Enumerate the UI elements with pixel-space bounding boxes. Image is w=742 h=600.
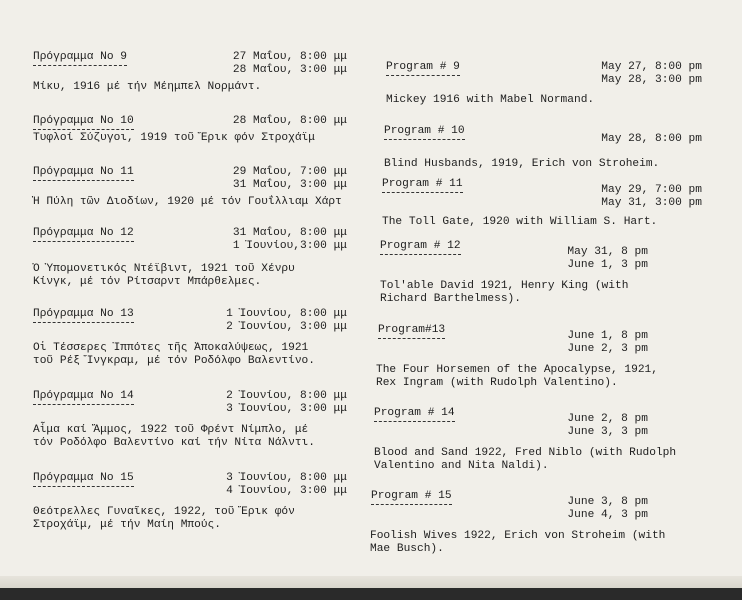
program-dates: June 3, 8 pm June 4, 3 pm <box>567 496 648 521</box>
english-program-15 <box>370 490 710 556</box>
program-description: Foolish Wives 1922, Erich von Stroheim (with Mae Busch). <box>370 530 666 555</box>
english-program-9 <box>370 61 710 107</box>
greek-program-11 <box>33 166 355 209</box>
program-label: Πρόγραμμα Νο 12 <box>33 227 134 242</box>
program-dates: June 1, 8 pm June 2, 3 pm <box>567 330 648 355</box>
program-label: Πρόγραμμα Νο 10 <box>33 115 134 130</box>
program-dates: May 31, 8 pm June 1, 3 pm <box>567 246 648 271</box>
program-dates: 2 Ἰουνίου, 8:00 μμ 3 Ἰουνίου, 3:00 μμ <box>226 390 347 415</box>
program-dates: June 2, 8 pm June 3, 3 pm <box>567 413 648 438</box>
program-description: The Four Horsemen of the Apocalypse, 1921, Rex Ingram (with Rudolph Valentino). <box>376 364 658 389</box>
english-program-12 <box>370 240 710 306</box>
program-description: The Toll Gate, 1920 with William S. Hart. <box>382 216 658 228</box>
program-dates: 28 Μαΐου, 8:00 μμ <box>232 115 347 127</box>
program-description: Ἡ Πύλη τῶν Διοδίων, 1920 μέ τόν Γουΐλλιαμ Χάρτ <box>33 196 342 208</box>
english-program-13 <box>370 324 710 390</box>
program-label: Program # 10 <box>384 125 465 140</box>
program-dates: 31 Μαΐου, 8:00 μμ 1 Ἰουνίου,3:00 μμ <box>232 227 347 252</box>
program-label: Program # 15 <box>371 490 452 505</box>
greek-program-13 <box>33 308 355 368</box>
program-label: Πρόγραμμα Νο 9 <box>33 51 127 66</box>
english-program-11 <box>370 178 710 229</box>
program-description: Mickey 1916 with Mabel Normand. <box>386 94 595 106</box>
program-dates: May 27, 8:00 pm May 28, 3:00 pm <box>601 61 702 86</box>
program-label: Πρόγραμμα Νο 11 <box>33 166 134 181</box>
program-description: Μίκυ, 1916 μέ τήν Μέημπελ Νορμάντ. <box>33 81 262 93</box>
program-description: Blind Husbands, 1919, Erich von Stroheim. <box>384 158 660 170</box>
program-dates: 3 Ἰουνίου, 8:00 μμ 4 Ἰουνίου, 3:00 μμ <box>226 472 347 497</box>
program-label: Πρόγραμμα Νο 14 <box>33 390 134 405</box>
program-dates: 29 Μαΐου, 7:00 μμ 31 Μαΐου, 3:00 μμ <box>232 166 347 191</box>
program-description: Θεότρελλες Γυναῖκες, 1922, τοῦ Ἔρικ φόν Στροχάϊμ, μέ τήν Μαίη Μπούς. <box>33 506 295 531</box>
program-description: Ὁ Ὑπομονετικός Ντέϊβιντ, 1921 τοῦ Χένρυ Κίνγκ, μέ τόν Ρίτσαρντ Μπάρθελμες. <box>33 263 295 288</box>
program-label: Program # 11 <box>382 178 463 193</box>
english-program-10 <box>370 125 710 171</box>
greek-program-10 <box>33 115 355 145</box>
program-label: Program # 12 <box>380 240 461 255</box>
program-label: Πρόγραμμα Νο 13 <box>33 308 134 323</box>
program-label: Program#13 <box>378 324 445 339</box>
program-description: Τυφλοί Σύζυγοι, 1919 τοῦ Ἔρικ φόν Στροχάϊμ <box>33 132 315 144</box>
program-description: Tol'able David 1921, Henry King (with Richard Barthelmess). <box>380 280 629 305</box>
greek-program-14 <box>33 390 355 450</box>
english-program-14 <box>370 407 710 473</box>
greek-program-12 <box>33 227 355 289</box>
program-dates: May 28, 8:00 pm <box>601 133 702 145</box>
program-label: Program # 9 <box>386 61 460 76</box>
program-description: Οἱ Τέσσερες Ἱππότες τῆς Ἀποκαλύψεως, 1921 τοῦ Ρέξ Ἴνγκραμ, μέ τόν Ροδόλφο Βαλεντίνο. <box>33 342 315 367</box>
greek-program-9 <box>33 51 355 94</box>
greek-program-15 <box>33 472 355 532</box>
program-dates: May 29, 7:00 pm May 31, 3:00 pm <box>601 184 702 209</box>
program-description: Αἷμα καί Ἄμμος, 1922 τοῦ Φρέντ Νίμπλο, μέ τόν Ροδόλφο Βαλεντίνο καί τήν Νίτα Νάλντι. <box>33 424 315 449</box>
program-label: Program # 14 <box>374 407 455 422</box>
program-dates: 27 Μαΐου, 8:00 μμ 28 Μαΐου, 3:00 μμ <box>232 51 347 76</box>
program-dates: 1 Ἰουνίου, 8:00 μμ 2 Ἰουνίου, 3:00 μμ <box>226 308 347 333</box>
program-description: Blood and Sand 1922, Fred Niblo (with Rudolph Valentino and Nita Naldi). <box>374 447 677 472</box>
program-label: Πρόγραμμα Νο 15 <box>33 472 134 487</box>
